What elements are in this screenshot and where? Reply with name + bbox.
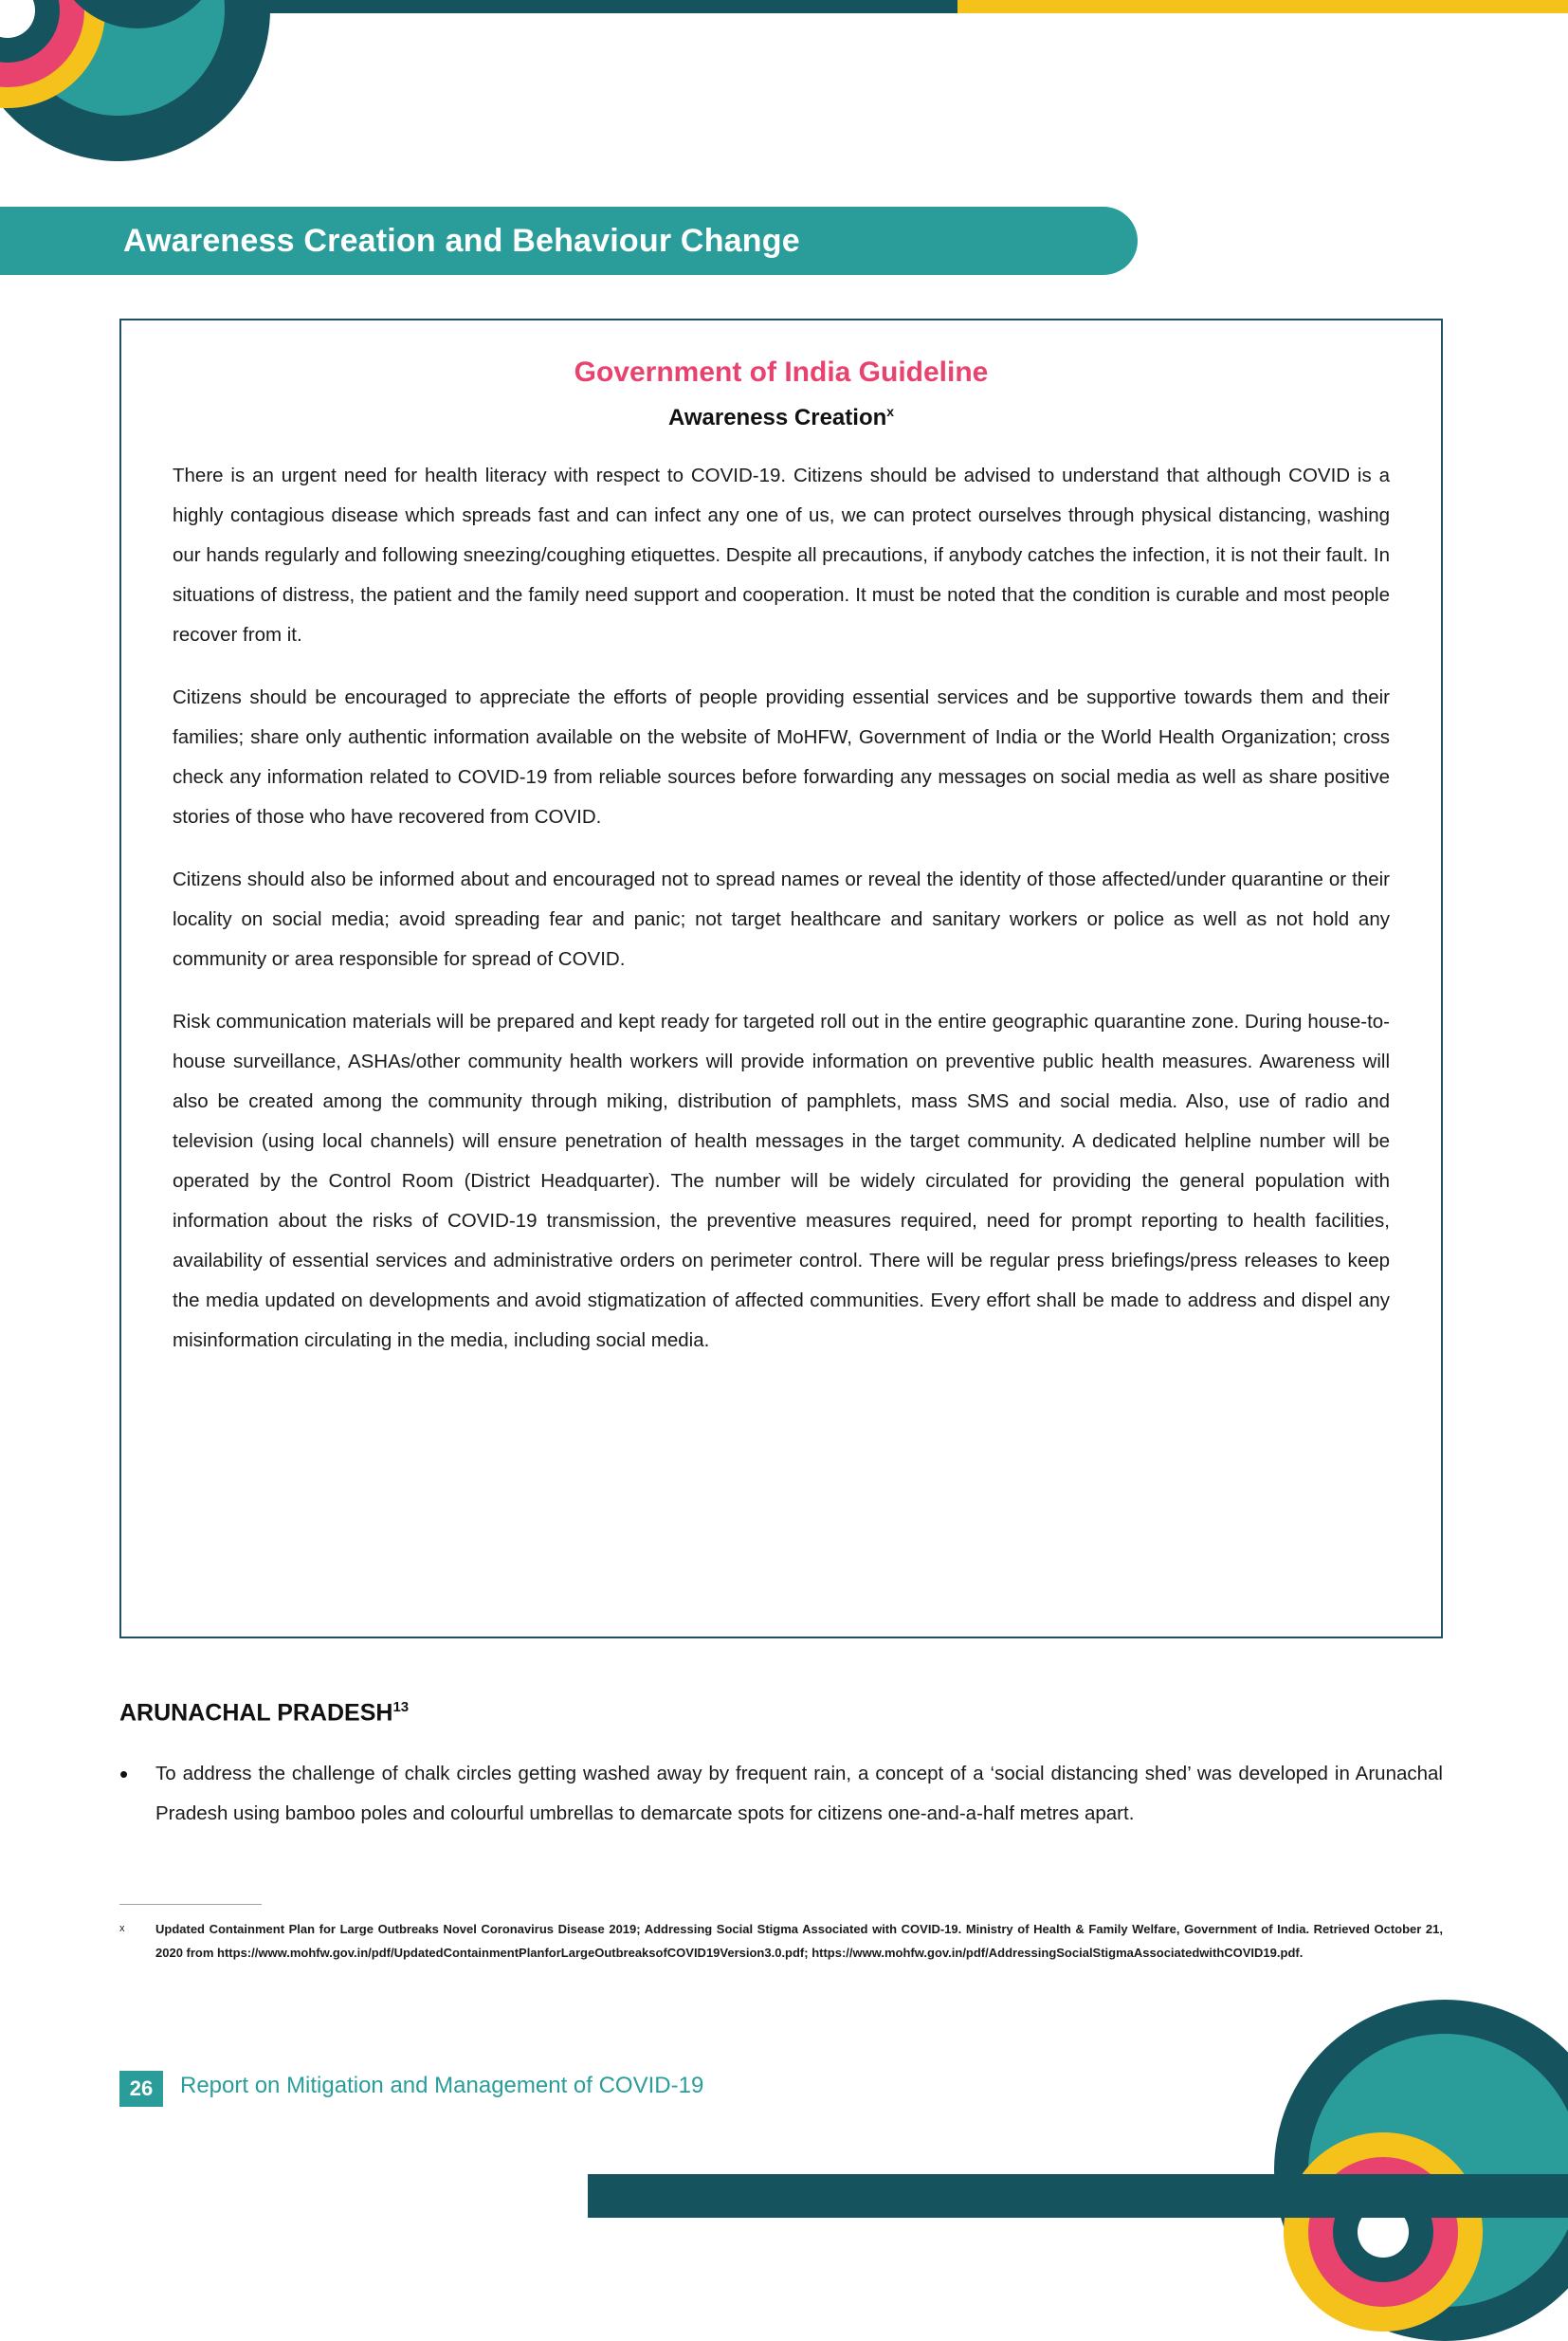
guideline-subtitle-superscript: x	[886, 404, 895, 419]
footnote-divider	[119, 1904, 262, 1905]
footer-report-title: Report on Mitigation and Management of COVID-19	[180, 2073, 704, 2098]
bullet-icon: •	[119, 1760, 129, 1788]
state-heading-superscript: 13	[392, 1699, 410, 1715]
guideline-subtitle-text: Awareness Creation	[667, 405, 887, 430]
guideline-paragraph-3: Citizens should also be informed about and encouraged not to spread names or reveal the identity of those affected/under quarantine or their locality on social media; avoid spreading fear and panic; not target healthcare and sanitary workers or police as well as not hold any community or area responsible for spread of COVID.	[173, 869, 1390, 970]
guideline-paragraph-2: Citizens should be encouraged to appreciate the efforts of people providing essential services and be supportive towards them and their families; share only authentic information available on the website of MoHFW, Government of India or the World Health Organization; cross check any information related to COVID-19 from reliable sources before forwarding any messages on social media as well as share positive stories of those who have recovered from COVID.	[173, 686, 1390, 828]
top-strip-yellow	[957, 0, 1568, 13]
guideline-title: Government of India Guideline	[574, 357, 989, 388]
guideline-paragraph-4: Risk communication materials will be prepared and kept ready for targeted roll out in the entire geographic quarantine zone. During house-to-house surveillance, ASHAs/other community health workers will provide information on preventive public health measures. Awareness will also be created among the community through miking, distribution of pamphlets, mass SMS and social media. Also, use of radio and television (using local channels) will ensure penetration of health messages in the target community. A dedicated helpline number will be operated by the Control Room (District Headquarter). The number will be widely circulated for providing the general population with information about the risks of COVID-19 transmission, the preventive measures required, need for prompt reporting to health facilities, availability of essential services and administrative orders on perimeter control. There will be regular press briefings/press releases to keep the media updated on developments and avoid stigmatization of affected communities. Every effort shall be made to address and dispel any misinformation circulating in the media, including social media.	[173, 1011, 1390, 1351]
guideline-box	[119, 319, 1443, 1638]
state-heading-text: ARUNACHAL PRADESH	[119, 1699, 393, 1727]
state-heading	[119, 1699, 409, 1727]
decorative-circles-bottom-right	[1141, 1981, 1568, 2341]
guideline-paragraph-1: There is an urgent need for health literacy with respect to COVID-19. Citizens should be advised to understand that although COVID is a highly contagious disease which spreads fast and can infect any one of us, we can protect ourselves through physical distancing, washing our hands regularly and following sneezing/coughing etiquettes. Despite all precautions, if anybody catches the infection, it is not their fault. In situations of distress, the patient and the family need support and cooperation. It must be noted that the condition is curable and most people recover from it.	[173, 465, 1390, 646]
top-strip-dark	[0, 0, 1568, 13]
list-item	[119, 1754, 1443, 1834]
footnote-marker: x	[119, 1923, 125, 1934]
bottom-strip-white	[0, 2174, 1568, 2218]
page-title: Awareness Creation and Behaviour Change	[123, 222, 800, 259]
page-number-badge: 26	[119, 2071, 163, 2107]
section-banner	[0, 207, 1138, 275]
list-item-text: To address the challenge of chalk circles getting washed away by frequent rain, a concept of a ‘social distancing shed’ was developed in Arunachal Pradesh using bamboo poles and colourful umbrellas to demarcate spots for citizens one-and-a-half metres apart.	[155, 1763, 1443, 1824]
bottom-strip-dark	[588, 2174, 1568, 2218]
decorative-circles-top-left	[0, 0, 403, 161]
footnote	[119, 1917, 1443, 1965]
footnote-text: Updated Containment Plan for Large Outbreaks Novel Coronavirus Disease 2019; Addressing Social Stigma Associated with COVID-19. Ministry of Health & Family Welfare, Government of India. Retrieved October 21, 2020 from https://www.mohfw.gov.in/pdf/UpdatedContainmentPlanforLargeOutbreaksofCOVID19Version3.0.pdf; https://www.mohfw.gov.in/pdf/AddressingSocialStigmaAssociatedwithCOVID19.pdf.	[155, 1922, 1443, 1960]
guideline-subtitle	[173, 404, 1390, 431]
